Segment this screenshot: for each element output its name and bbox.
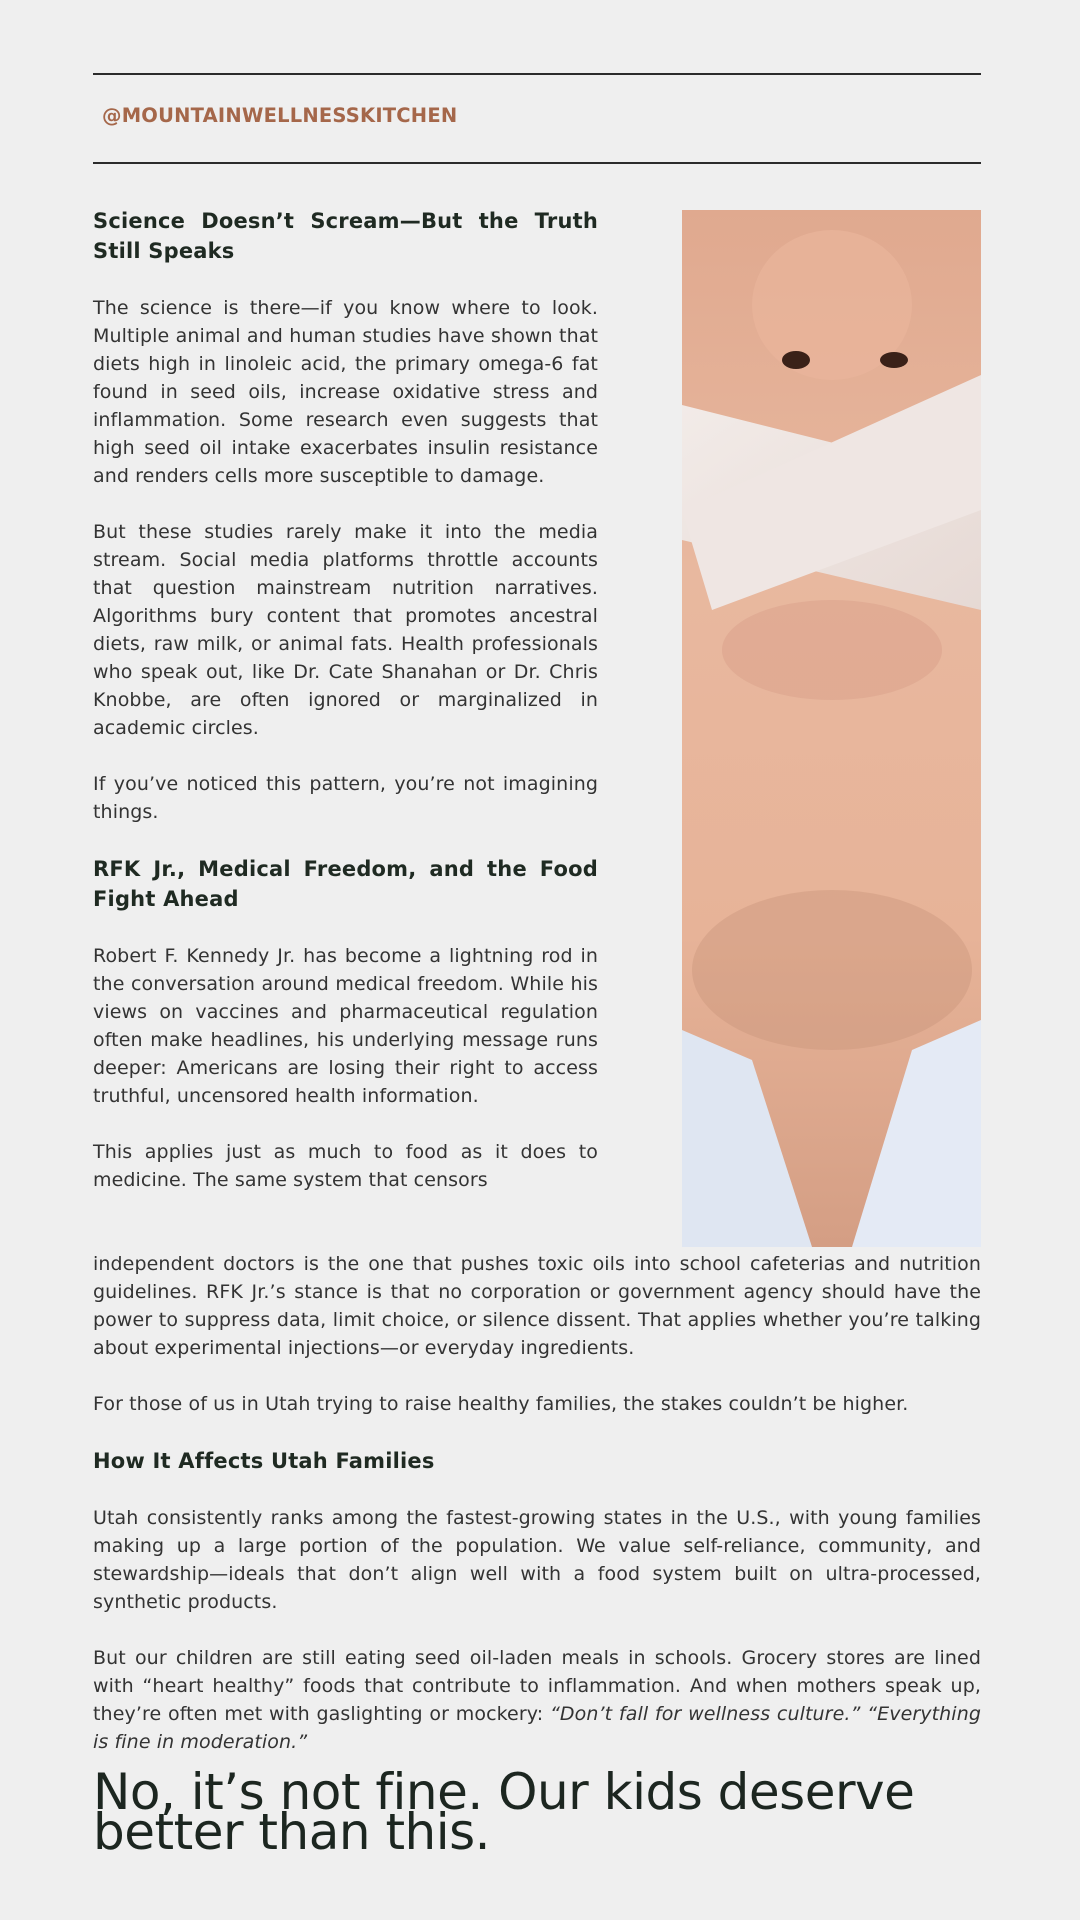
paragraph: The science is there—if you know where to look. Multiple animal and human studies have shown that diets high in linoleic acid, the primary omega-6 fat found in seed oils, increase oxidative stress and inflammation. Some research even suggests that high seed oil intake exacerbates insulin resistance and renders cells more susceptible to damage. xyxy=(93,297,598,487)
header-divider xyxy=(93,162,981,164)
section-heading-science: Science Doesn’t Scream—But the Truth Still Speaks xyxy=(93,209,598,263)
paragraph: But these studies rarely make it into the media stream. Social media platforms throttle accounts that question mainstream nutrition narratives. Algorithms bury content that promotes ancestral diets, raw milk, or animal fats. Health professionals who speak out, like Dr. Cate Shanahan or Dr. Chris Knobbe, are often ignored or marginalized in academic circles. xyxy=(93,521,598,739)
article-column xyxy=(93,206,598,1194)
taped-mouth-photo xyxy=(682,210,981,1247)
paragraph-text: But our children are still eating seed oil-laden meals in schools. Grocery stores are lined with “heart healthy” foods that contribute to inflammation. And when mothers speak up, they’re often met with gaslighting or mockery: xyxy=(93,1647,981,1725)
paragraph xyxy=(93,1644,981,1756)
paragraph: Utah consistently ranks among the fastest-growing states in the U.S., with young families making up a large portion of the population. We value self-reliance, community, and stewardship—ideals that don’t align well with a food system built on ultra-processed, synthetic products. xyxy=(93,1507,981,1613)
paragraph: independent doctors is the one that pushes toxic oils into school cafeterias and nutrition guidelines. RFK Jr.’s stance is that no corporation or government agency should have the power to suppress data, limit choice, or silence dissent. That applies whether you’re talking about experimental injections—or everyday ingredients. xyxy=(93,1253,981,1359)
paragraph: This applies just as much to food as it does to medicine. The same system that censors xyxy=(93,1141,598,1191)
top-divider xyxy=(93,73,981,75)
full-width-text xyxy=(93,1250,981,1756)
quoted-phrases: “Don’t fall for wellness culture.” “Everything is fine in moderation.” xyxy=(93,1703,981,1753)
closing-pull-quote: No, it’s not fine. Our kids deserve better than this. xyxy=(93,1763,915,1861)
paragraph: Robert F. Kennedy Jr. has become a lightning rod in the conversation around medical freedom. While his views on vaccines and pharmaceutical regulation often make headlines, his underlying message runs deeper: Americans are losing their right to access truthful, uncensored health information. xyxy=(93,945,598,1107)
section-heading-rfk: RFK Jr., Medical Freedom, and the Food Fight Ahead xyxy=(93,857,598,911)
account-handle[interactable]: @MOUNTAINWELLNESSKITCHEN xyxy=(102,104,458,127)
paragraph: If you’ve noticed this pattern, you’re not imagining things. xyxy=(93,773,598,823)
section-heading-utah: How It Affects Utah Families xyxy=(93,1449,435,1473)
paragraph: For those of us in Utah trying to raise healthy families, the stakes couldn’t be higher. xyxy=(93,1393,909,1415)
